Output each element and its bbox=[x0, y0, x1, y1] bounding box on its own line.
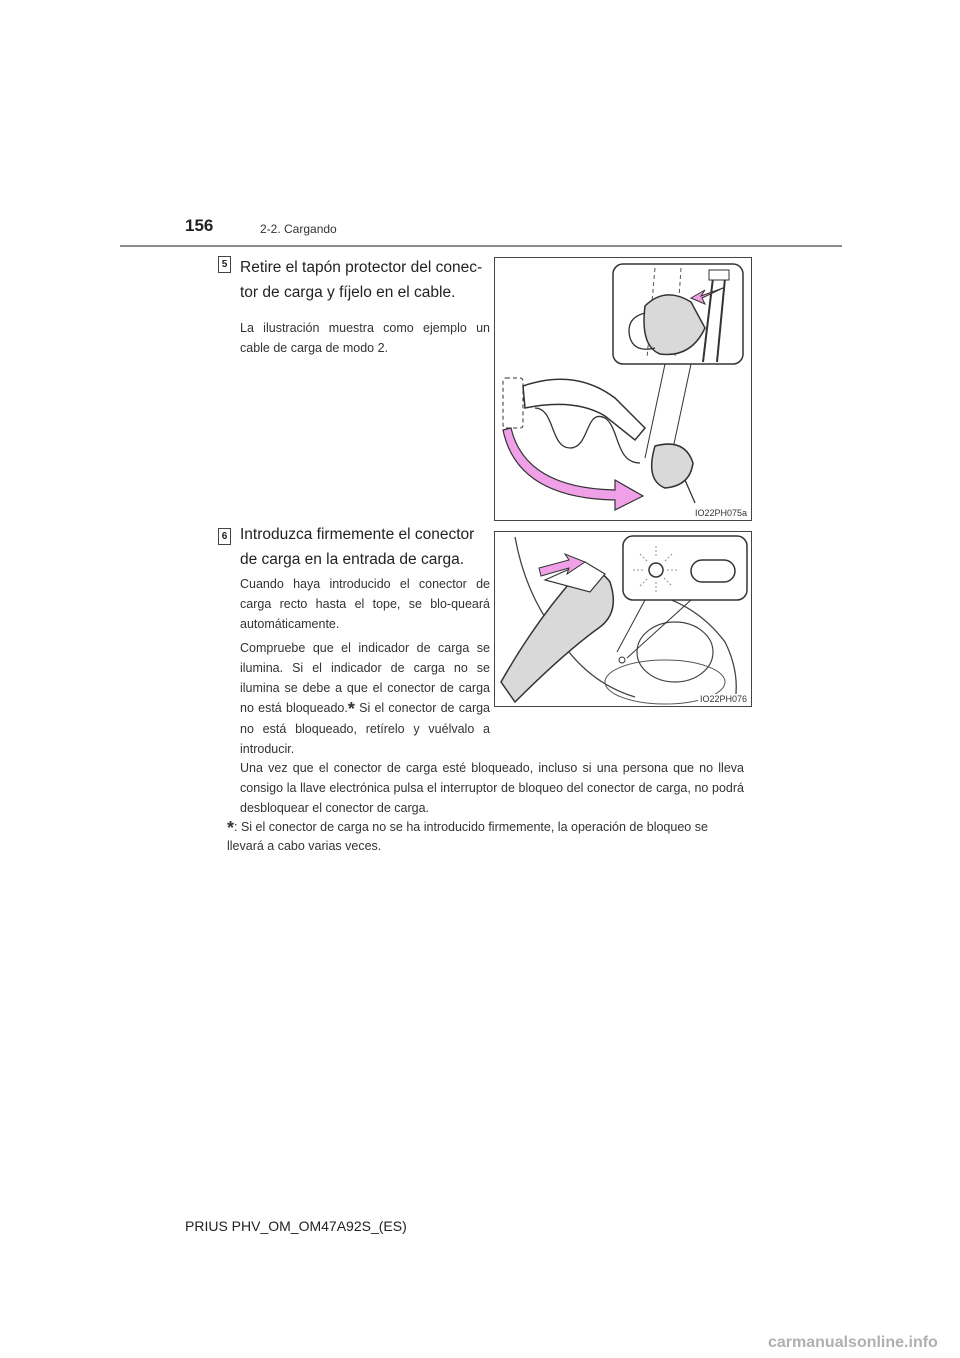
step-5-note: La ilustración muestra como ejemplo un cable de carga de modo 2. bbox=[240, 321, 490, 355]
figure-code-5: IO22PH075a bbox=[694, 508, 747, 518]
step-6-paragraph-2 bbox=[240, 638, 490, 759]
document-id: PRIUS PHV_OM_OM47A92S_(ES) bbox=[185, 1218, 407, 1234]
section-title: 2-2. Cargando bbox=[260, 222, 337, 236]
footnote-mark: * bbox=[227, 818, 235, 838]
figure-protective-cap bbox=[494, 257, 752, 521]
footnote bbox=[227, 818, 744, 855]
charging-inlet-illustration bbox=[495, 532, 751, 706]
protective-cap-illustration bbox=[495, 258, 751, 520]
step-5-marker: 5 bbox=[218, 256, 231, 273]
footnote-text: : Si el conector de carga no se ha introducido firmemente, la operación de bloqueo se llevará a cabo varias veces. bbox=[227, 820, 708, 853]
step-5-heading: Retire el tapón protector del conec-tor de carga y fíjelo en el cable. bbox=[240, 259, 483, 301]
step-6-paragraph-1: Cuando haya introducido el conector de carga recto hasta el tope, se blo-queará automáticamente. bbox=[240, 577, 490, 631]
page-number: 156 bbox=[185, 216, 214, 235]
step-6-paragraph-2-text-b: Si el conector de carga no está bloqueado, retírelo y vuélvalo a introducir. bbox=[240, 701, 491, 756]
figure-code-6: IO22PH076 bbox=[699, 694, 747, 704]
figure-charging-inlet bbox=[494, 531, 752, 707]
step-6-marker: 6 bbox=[218, 528, 231, 545]
watermark: carmanualsonline.info bbox=[768, 1334, 938, 1351]
footnote-reference: * bbox=[347, 699, 355, 719]
header-rule bbox=[120, 245, 842, 247]
step-6-paragraph-2-text-a: Compruebe que el indicador de carga se ilumina. Si el indicador de carga no se ilumina se debe a que el conector de carga no está bloqueado. bbox=[240, 641, 490, 715]
step-6-paragraph-3: Una vez que el conector de carga esté bloqueado, incluso si una persona que no lleva consigo la llave electrónica pulsa el interruptor de bloqueo del conector de carga, no podrá desbloquear el conector de carga. bbox=[240, 761, 744, 815]
step-6-heading: Introduzca firmemente el conector de carga en la entrada de carga. bbox=[240, 526, 475, 568]
